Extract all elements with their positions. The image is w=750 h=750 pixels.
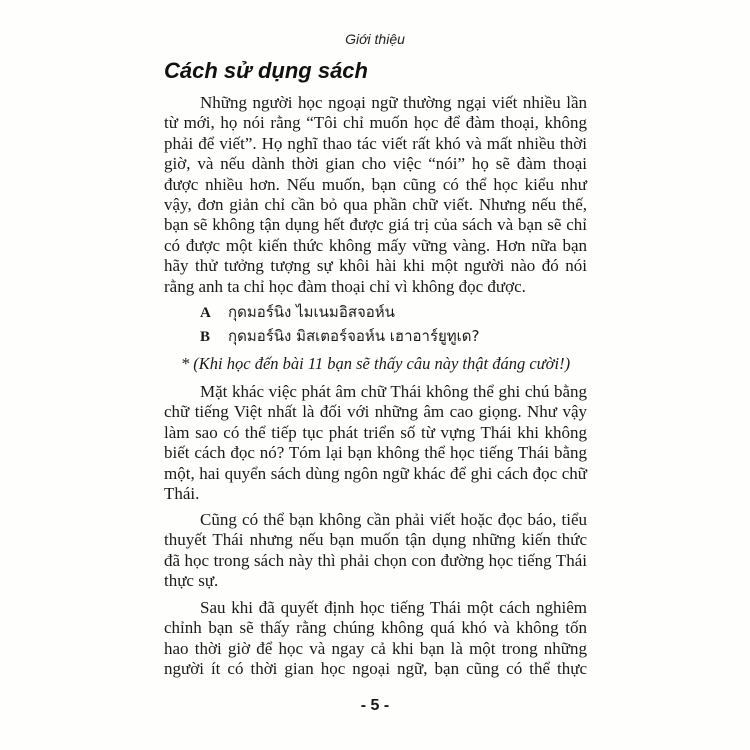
paragraph-2: Mặt khác việc phát âm chữ Thái không thể ghi chú bằng chữ tiếng Việt nhất là đối với những âm cao giọng. Như vậy làm sao có thể tiếp tục phát triển số từ vựng Thái khi không biết cách đọc nó? Tóm lại bạn không thể học tiếng Thái bằng một, hai quyển sách dùng ngôn ngữ khác để ghi cách đọc chữ Thái. [164,382,587,504]
running-head: Giới thiệu [345,31,405,47]
example-label: A [200,305,211,321]
example-label: B [200,329,211,345]
paragraph-3: Cũng có thể bạn không cần phải viết hoặc đọc báo, tiểu thuyết Thái nhưng nếu bạn muốn tận dụng những kiến thức đã học trong sách này thì phải chọn con đường học tiếng Thái thực sự. [164,510,587,591]
paragraph-1: Những người học ngoại ngữ thường ngại viết nhiều lần từ mới, họ nói rằng “Tôi chỉ muốn học để đàm thoại, không phải để viết”. Họ nghĩ thao tác viết rất khó và mất nhiều thời giờ, và nếu dành thời gian cho việc “nói” họ sẽ đàm thoại được nhiều hơn. Nếu muốn, bạn cũng có thể học kiểu như vậy, đơn giản chỉ cần bỏ qua phần chữ viết. Nhưng nếu thế, bạn sẽ không tận dụng hết được giá trị của sách và bạn sẽ chỉ có được một kiến thức không mấy vững vàng. Hơn nữa bạn hãy thử tưởng tượng sự khôi hài khi một người nào đó nói rằng anh ta chỉ học đàm thoại chỉ vì không đọc được. [164,93,587,296]
page-number: - 5 - [360,697,390,714]
section-heading: Cách sử dụng sách [164,58,368,83]
example-text: กุดมอร์นิง ไมเนมอิสจอห์น [228,303,395,321]
example-text: กุดมอร์นิง มิสเตอร์จอห์น เฮาอาร์ยูทูเด? [228,327,480,345]
example-line-b [200,326,480,347]
example-line-a [200,302,395,323]
footnote: * (Khi học đến bài 11 bạn sẽ thấy câu này thật đáng cười!) [180,354,571,373]
paragraph-4: Sau khi đã quyết định học tiếng Thái một cách nghiêm chỉnh bạn sẽ thấy rằng chúng không quá khó và không tốn hao thời giờ để học và ngay cả khi bạn là một trong những người ít có thời gian học ngoại ngữ, bạn cũng có thể thực [164,598,587,679]
